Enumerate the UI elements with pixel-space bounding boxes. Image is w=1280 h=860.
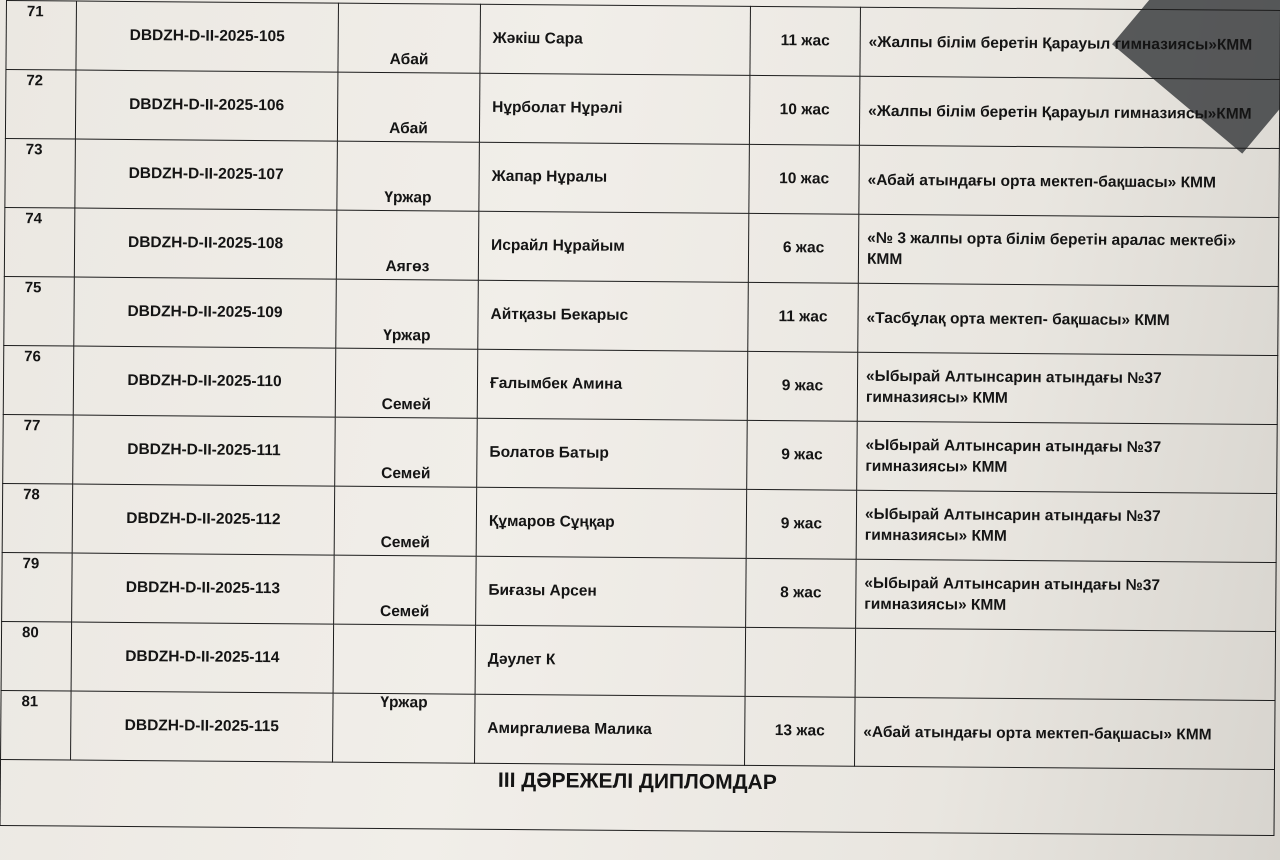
participant-name: Жәкіш Сара bbox=[480, 4, 751, 75]
school-name: «Ыбырай Алтынсарин атындағы №37 гимназиясы» КММ bbox=[857, 421, 1278, 493]
school-name: «Абай атындағы орта мектеп-бақшасы» КММ bbox=[859, 145, 1280, 217]
region-name: Аягөз bbox=[336, 210, 479, 280]
participant-name: Айтқазы Бекарыс bbox=[478, 280, 749, 351]
table-row bbox=[4, 207, 1279, 286]
diploma-code: DBDZH-D-II-2025-108 bbox=[74, 208, 337, 279]
region-name: Үржар bbox=[337, 141, 480, 211]
participant-name: Болатов Батыр bbox=[477, 418, 748, 489]
row-number: 78 bbox=[2, 483, 73, 553]
school-name: «Жалпы білім беретін Қарауыл гимназиясы»КММ bbox=[860, 7, 1280, 79]
row-number: 71 bbox=[6, 1, 77, 71]
diploma-code: DBDZH-D-II-2025-114 bbox=[71, 622, 334, 693]
school-name: «Жалпы білім беретін Қарауыл гимназиясы»КММ bbox=[859, 76, 1280, 148]
region-name: Абай bbox=[338, 3, 481, 73]
region-name: Үржар bbox=[333, 693, 476, 763]
table-row bbox=[1, 690, 1276, 769]
participant-age bbox=[745, 627, 856, 697]
participant-age: 8 жас bbox=[746, 558, 857, 628]
table-row bbox=[2, 552, 1277, 631]
diploma-code: DBDZH-D-II-2025-110 bbox=[73, 346, 336, 417]
participant-name: Нұрболат Нұрәлі bbox=[479, 73, 750, 144]
row-number: 81 bbox=[1, 690, 72, 760]
row-number: 79 bbox=[2, 552, 73, 622]
diploma-code: DBDZH-D-II-2025-113 bbox=[72, 553, 335, 624]
participant-name: Ғалымбек Амина bbox=[477, 349, 748, 420]
table-row bbox=[5, 138, 1280, 217]
row-number: 72 bbox=[5, 70, 76, 140]
table-row bbox=[5, 70, 1280, 149]
school-name: «Ыбырай Алтынсарин атындағы №37 гимназиясы» КММ bbox=[856, 559, 1277, 631]
school-name: «Тасбұлақ орта мектеп- бақшасы» КММ bbox=[858, 283, 1279, 355]
region-name: Абай bbox=[337, 72, 480, 142]
participant-name: Дәулет К bbox=[475, 625, 746, 696]
row-number: 74 bbox=[4, 207, 75, 277]
region-name: Семей bbox=[334, 555, 477, 625]
participant-age: 9 жас bbox=[747, 420, 858, 490]
participant-age: 10 жас bbox=[749, 144, 860, 214]
diploma-code: DBDZH-D-II-2025-105 bbox=[76, 1, 339, 72]
row-number: 75 bbox=[4, 276, 75, 346]
school-name bbox=[855, 628, 1276, 700]
diploma-code: DBDZH-D-II-2025-107 bbox=[75, 139, 338, 210]
roster-body bbox=[0, 1, 1280, 836]
participant-age: 6 жас bbox=[748, 213, 859, 283]
school-name: «№ 3 жалпы орта білім беретін аралас мектебі» КММ bbox=[858, 214, 1279, 286]
participant-name: Амиргалиева Малика bbox=[475, 694, 746, 765]
section-title: III ДӘРЕЖЕЛІ ДИПЛОМДАР bbox=[0, 759, 1274, 835]
region-name: Семей bbox=[335, 348, 478, 418]
table-row bbox=[3, 345, 1278, 424]
region-name: Семей bbox=[334, 486, 477, 556]
participant-age: 9 жас bbox=[747, 351, 858, 421]
row-number: 76 bbox=[3, 345, 74, 415]
participant-age: 11 жас bbox=[750, 6, 861, 76]
school-name: «Ыбырай Алтынсарин атындағы №37 гимназиясы» КММ bbox=[856, 490, 1277, 562]
table-row bbox=[3, 414, 1278, 493]
table-row bbox=[6, 1, 1280, 80]
region-name bbox=[333, 624, 476, 694]
region-name: Үржар bbox=[336, 279, 479, 349]
diploma-code: DBDZH-D-II-2025-115 bbox=[71, 691, 334, 762]
school-name: «Абай атындағы орта мектеп-бақшасы» КММ bbox=[855, 697, 1276, 769]
table-row bbox=[2, 483, 1277, 562]
row-number: 77 bbox=[3, 414, 74, 484]
diploma-code: DBDZH-D-II-2025-111 bbox=[73, 415, 336, 486]
row-number: 80 bbox=[1, 621, 72, 691]
participant-age: 11 жас bbox=[748, 282, 859, 352]
diploma-code: DBDZH-D-II-2025-106 bbox=[75, 70, 338, 141]
participant-name: Исрайл Нұрайым bbox=[478, 211, 749, 282]
row-number: 73 bbox=[5, 138, 76, 208]
participant-name: Құмаров Сұңқар bbox=[476, 487, 747, 558]
diploma-code: DBDZH-D-II-2025-109 bbox=[74, 277, 337, 348]
table-row bbox=[1, 621, 1276, 700]
region-name: Семей bbox=[335, 417, 478, 487]
school-name: «Ыбырай Алтынсарин атындағы №37 гимназиясы» КММ bbox=[857, 352, 1278, 424]
participant-name: Биғазы Арсен bbox=[476, 556, 747, 627]
participant-age: 9 жас bbox=[746, 489, 857, 559]
diploma-code: DBDZH-D-II-2025-112 bbox=[72, 484, 335, 555]
participant-age: 13 жас bbox=[745, 696, 856, 766]
participant-name: Жапар Нұралы bbox=[479, 142, 750, 213]
table-row bbox=[4, 276, 1279, 355]
section-heading-row bbox=[0, 759, 1274, 835]
participant-age: 10 жас bbox=[749, 75, 860, 145]
